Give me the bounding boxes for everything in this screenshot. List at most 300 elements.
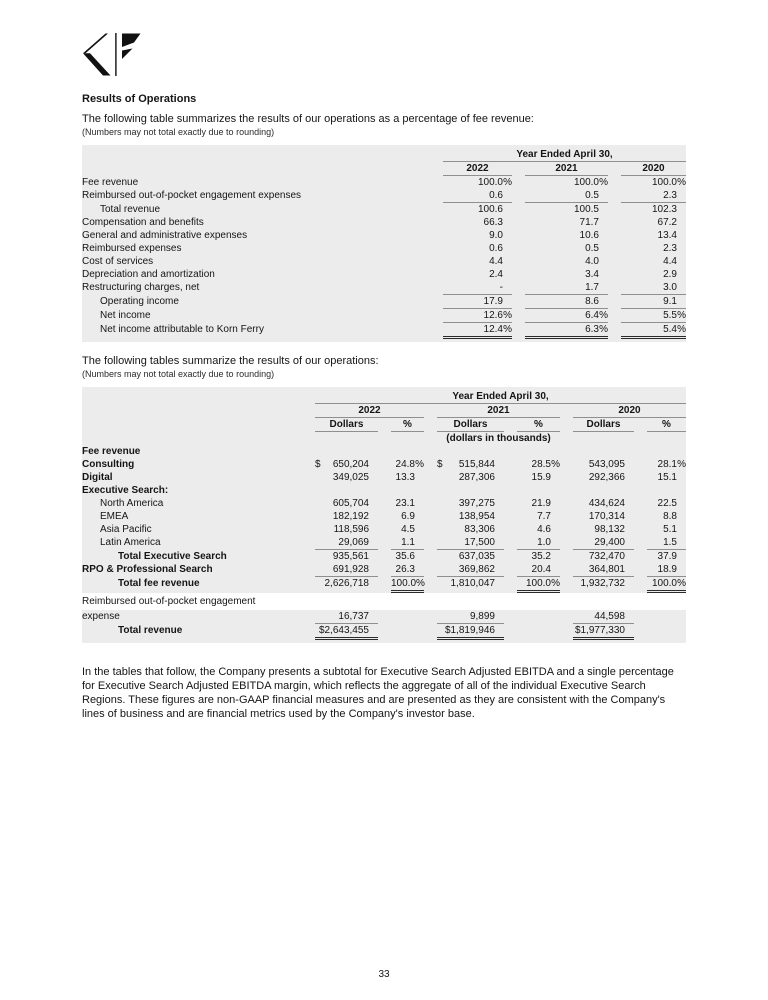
table-row — [82, 536, 686, 550]
value-box — [525, 295, 608, 309]
table-cell — [424, 563, 504, 577]
percent-sign — [495, 471, 504, 484]
year-header: 2022 — [443, 162, 512, 176]
table-cell — [608, 162, 686, 176]
table-span-header-row — [82, 390, 686, 404]
value-box — [437, 471, 504, 484]
percent-sign — [503, 255, 512, 268]
cell-value: 369,862 — [458, 564, 495, 575]
row-label: North America — [100, 498, 164, 509]
percent-sign — [369, 458, 378, 471]
table-cell — [378, 458, 424, 471]
percent-sign — [369, 563, 378, 576]
results-percentage-table — [82, 145, 686, 342]
table-cell — [560, 418, 634, 432]
cell-value: 4.6 — [537, 524, 551, 535]
percent-sign — [677, 295, 686, 308]
table-cell — [378, 523, 424, 536]
table-cell — [560, 497, 634, 510]
row-label: Asia Pacific — [100, 524, 152, 535]
cell-value: 24.8 — [395, 459, 415, 470]
cell-value: 66.3 — [483, 217, 503, 228]
percent-header: % — [647, 418, 686, 432]
percent-sign — [369, 577, 378, 590]
table-cell — [634, 577, 686, 593]
table-cell — [504, 550, 560, 563]
table-cell — [424, 577, 504, 593]
cell-value: 182,192 — [332, 511, 369, 522]
cell-value: 8.8 — [663, 511, 677, 522]
cell-value: 0.5 — [585, 190, 599, 201]
percent-sign — [503, 203, 512, 216]
table-cell — [560, 536, 634, 550]
table-cell — [302, 624, 378, 640]
table-row — [82, 189, 686, 203]
table-cell — [504, 536, 560, 550]
value-box — [443, 203, 512, 216]
percent-sign: % — [677, 324, 686, 335]
cell-value: 605,704 — [332, 498, 369, 509]
cell-value: 691,928 — [332, 564, 369, 575]
cell-value: 4.5 — [401, 524, 415, 535]
table-cell — [302, 471, 378, 484]
table-cell — [512, 309, 608, 323]
cell-value: 71.7 — [579, 217, 599, 228]
table-row — [82, 281, 686, 295]
cell-value: 23.1 — [395, 498, 415, 509]
percent-header: % — [391, 418, 424, 432]
table-row — [82, 577, 686, 593]
cell-value: 100.0 — [573, 177, 599, 188]
percent-sign — [369, 471, 378, 484]
value-box — [315, 536, 378, 550]
cell-value: 1.0 — [537, 537, 551, 548]
cell-value: 6.4 — [585, 310, 599, 321]
value-box — [315, 577, 378, 590]
spacer-box — [315, 432, 424, 445]
table-cell — [424, 523, 504, 536]
percent-sign — [625, 577, 634, 590]
percent-sign: % — [415, 459, 424, 470]
value-box — [621, 189, 686, 203]
table-years-row — [82, 404, 686, 418]
cell-value: 4.4 — [489, 256, 503, 267]
percent-sign — [599, 216, 608, 229]
percent-sign — [677, 624, 686, 637]
value-box — [437, 536, 504, 550]
table-cell — [634, 624, 686, 640]
table-cell — [424, 536, 504, 550]
cell-value: 3.4 — [585, 269, 599, 280]
table-cell — [634, 536, 686, 550]
value-box — [647, 523, 686, 536]
value-box — [621, 216, 686, 229]
cell-value: 16,737 — [338, 611, 369, 622]
table-cell — [504, 418, 560, 432]
value-box — [315, 510, 378, 523]
section-heading: Results of Operations — [82, 93, 197, 105]
table-cell — [608, 216, 686, 229]
table-cell — [302, 536, 378, 550]
cell-value: 29,400 — [594, 537, 625, 548]
value-box — [525, 189, 608, 203]
percent-sign — [551, 510, 560, 523]
table-row — [82, 445, 686, 458]
value-box — [647, 536, 686, 550]
cell-value — [391, 610, 415, 623]
percent-sign: % — [503, 324, 512, 335]
percent-sign — [551, 497, 560, 510]
percent-sign: % — [677, 310, 686, 321]
cell-value: 2.3 — [663, 243, 677, 254]
cell-value: 0.6 — [489, 243, 503, 254]
table-cell — [634, 458, 686, 471]
percent-sign — [677, 216, 686, 229]
cell-value: 2.3 — [663, 190, 677, 201]
percent-sign — [599, 203, 608, 216]
table-row — [82, 610, 686, 624]
table-span-header-row — [82, 148, 686, 162]
percent-sign — [677, 242, 686, 255]
table-cell — [560, 523, 634, 536]
table-row — [82, 309, 686, 323]
value-box — [621, 295, 686, 309]
dollar-sign: $ — [437, 459, 443, 470]
cell-value: 100.0 — [525, 578, 551, 589]
value-box — [573, 471, 634, 484]
value-box — [443, 281, 512, 295]
table-cell — [430, 203, 512, 216]
table-cell — [504, 610, 560, 624]
value-box — [525, 323, 608, 339]
row-label: Reimbursed out-of-pocket engagement expenses — [82, 190, 302, 201]
cell-value: 13.4 — [657, 230, 677, 241]
percent-sign — [415, 563, 424, 576]
value-box — [525, 255, 608, 268]
cell-value: 1,810,047 — [450, 578, 495, 589]
table-cell — [378, 610, 424, 624]
value-box — [573, 510, 634, 523]
percent-sign — [625, 610, 634, 623]
cell-value: 1.7 — [585, 282, 599, 293]
value-box — [517, 510, 560, 523]
cell-value: 4.0 — [585, 256, 599, 267]
year-header: 2020 — [573, 404, 686, 418]
value-box — [315, 523, 378, 536]
cell-value: 118,596 — [333, 524, 369, 535]
cell-value: 1,932,732 — [580, 578, 625, 589]
table-cell — [512, 281, 608, 295]
percent-sign — [599, 229, 608, 242]
cell-value: 15.9 — [531, 472, 551, 483]
table-cell — [608, 229, 686, 242]
table-cell — [608, 323, 686, 339]
value-box — [437, 523, 504, 536]
value-box — [391, 497, 424, 510]
label-spacer — [82, 390, 302, 404]
table-cell — [430, 242, 512, 255]
value-box — [525, 281, 608, 295]
table-row — [82, 510, 686, 523]
percent-sign — [415, 471, 424, 484]
percent-sign — [369, 610, 378, 623]
row-label: Depreciation and amortization — [82, 269, 215, 280]
table-cell — [302, 510, 378, 523]
value-box — [391, 610, 424, 623]
row-label: Latin America — [100, 537, 161, 548]
value-box — [517, 523, 560, 536]
cell-value: 44,598 — [594, 611, 625, 622]
value-box — [437, 624, 504, 640]
value-box — [621, 203, 686, 216]
table-cell — [634, 550, 686, 563]
table-row — [82, 550, 686, 563]
percent-sign — [677, 229, 686, 242]
percent-sign — [415, 624, 424, 637]
table-cell — [302, 563, 378, 577]
value-box — [437, 577, 504, 590]
row-label: Executive Search: — [82, 485, 169, 496]
value-box — [573, 624, 634, 640]
table-cell — [378, 418, 424, 432]
cell-value: 2,626,718 — [324, 578, 369, 589]
cell-value — [517, 610, 551, 623]
table-cell — [504, 510, 560, 523]
table-cell — [430, 216, 512, 229]
value-box — [437, 550, 504, 563]
percent-sign — [599, 281, 608, 294]
table-cell — [634, 418, 686, 432]
percent-header: % — [517, 418, 560, 432]
percent-sign — [625, 536, 634, 549]
value-box — [443, 229, 512, 242]
table-row — [82, 295, 686, 309]
cell-value: 287,306 — [458, 472, 495, 483]
table-cell — [378, 563, 424, 577]
table-cell — [608, 203, 686, 216]
cell-value: 29,069 — [338, 537, 369, 548]
table-cell — [302, 610, 378, 624]
value-box — [573, 523, 634, 536]
percent-sign — [599, 242, 608, 255]
table-cell — [302, 497, 378, 510]
label-spacer — [82, 432, 302, 445]
percent-sign — [495, 550, 504, 563]
percent-sign — [503, 216, 512, 229]
table-cell — [634, 497, 686, 510]
value-box — [647, 471, 686, 484]
cell-value: 28.1 — [657, 459, 677, 470]
percent-sign — [551, 536, 560, 549]
table-cell — [512, 189, 608, 203]
percent-sign — [599, 255, 608, 268]
table-cell — [378, 577, 424, 593]
table-cell — [302, 550, 378, 563]
cell-value: 9.1 — [663, 296, 677, 307]
value-box — [437, 458, 504, 471]
percent-sign — [503, 295, 512, 308]
cell-value: 18.9 — [657, 564, 677, 575]
year-header: 2021 — [525, 162, 608, 176]
cell-value: 100.0 — [477, 177, 503, 188]
table-cell — [430, 281, 512, 295]
cell-value: 20.4 — [531, 564, 551, 575]
value-box — [443, 295, 512, 309]
percent-sign — [551, 523, 560, 536]
cell-value: 12.4 — [483, 324, 503, 335]
table-cell — [608, 295, 686, 309]
table-cell — [560, 458, 634, 471]
percent-sign — [677, 281, 686, 294]
percent-sign — [677, 255, 686, 268]
table-cell — [430, 148, 686, 162]
label-spacer — [82, 162, 430, 176]
cell-value: 515,844 — [458, 459, 495, 470]
label-spacer — [82, 404, 302, 418]
value-box — [525, 203, 608, 216]
value-box — [391, 563, 424, 577]
table-cell — [560, 563, 634, 577]
value-box — [517, 563, 560, 577]
percent-sign — [415, 510, 424, 523]
value-box — [315, 550, 378, 563]
percent-sign — [625, 624, 634, 637]
percent-sign — [625, 510, 634, 523]
table-cell — [424, 471, 504, 484]
percent-sign — [415, 497, 424, 510]
value-box — [443, 242, 512, 255]
value-box — [647, 510, 686, 523]
rounding-note-2: (Numbers may not total exactly due to rounding) — [82, 369, 275, 379]
table-cell — [634, 471, 686, 484]
row-label: Total revenue — [100, 204, 161, 215]
table-cell — [302, 577, 378, 593]
cell-value: 5.1 — [663, 524, 677, 535]
table-cell — [560, 432, 686, 445]
value-box — [391, 624, 424, 637]
table-row — [82, 497, 686, 510]
value-box — [391, 510, 424, 523]
cell-value: 10.6 — [579, 230, 599, 241]
cell-value: $2,643,455 — [318, 625, 369, 636]
percent-sign — [503, 281, 512, 294]
table-cell — [560, 510, 634, 523]
label-spacer — [82, 418, 302, 432]
table-row — [82, 563, 686, 577]
value-box — [517, 610, 560, 623]
table-cell — [430, 162, 512, 176]
percent-sign — [495, 610, 504, 623]
value-box — [621, 255, 686, 268]
table-cell — [560, 550, 634, 563]
cell-value: 1.5 — [663, 537, 677, 548]
row-label: Total Executive Search — [118, 551, 227, 562]
value-box — [621, 268, 686, 281]
spacer-box — [573, 432, 686, 445]
table-cell — [608, 189, 686, 203]
value-box — [573, 550, 634, 563]
percent-sign: % — [599, 310, 608, 321]
percent-sign: % — [677, 177, 686, 188]
table-row — [82, 458, 686, 471]
cell-value: 100.5 — [573, 204, 599, 215]
intro-paragraph-1: The following table summarizes the results of our operations as a percentage of fee revenue: — [82, 113, 534, 125]
value-box — [517, 471, 560, 484]
value-box — [647, 550, 686, 563]
percent-sign — [677, 536, 686, 549]
table-cell — [560, 404, 686, 418]
percent-sign — [625, 497, 634, 510]
table-cell — [302, 458, 378, 471]
cell-value: 0.5 — [585, 243, 599, 254]
percent-sign — [599, 189, 608, 202]
percent-sign — [551, 471, 560, 484]
table-row — [82, 323, 686, 339]
table-row — [82, 242, 686, 255]
cell-value: 6.9 — [401, 511, 415, 522]
table-cell — [504, 471, 560, 484]
percent-sign — [625, 523, 634, 536]
table-cell — [378, 550, 424, 563]
value-box — [621, 281, 686, 295]
value-box — [647, 563, 686, 577]
cell-value: 28.5 — [531, 459, 551, 470]
percent-sign — [625, 471, 634, 484]
percent-sign — [369, 624, 378, 637]
percent-sign: % — [416, 578, 425, 589]
value-box — [391, 458, 424, 471]
cell-value: 15.1 — [657, 472, 677, 483]
value-box — [517, 497, 560, 510]
row-label: General and administrative expenses — [82, 230, 248, 241]
cell-value: 138,954 — [458, 511, 495, 522]
percent-sign: % — [551, 578, 560, 589]
table-cell — [430, 176, 512, 189]
table-row — [82, 523, 686, 536]
value-box — [621, 176, 686, 189]
row-label: Net income — [100, 310, 151, 321]
cell-value: 12.6 — [483, 310, 503, 321]
percent-sign — [677, 550, 686, 563]
table-cell — [560, 577, 634, 593]
value-box — [525, 229, 608, 242]
table-units-row — [82, 432, 686, 445]
cell-value: 35.6 — [395, 551, 415, 562]
row-label: Reimbursed out-of-pocket engagement — [82, 596, 256, 607]
table-cell — [302, 523, 378, 536]
table-cell — [608, 255, 686, 268]
logo-f-top-bar — [122, 34, 141, 48]
value-box — [437, 563, 504, 577]
value-box — [573, 563, 634, 577]
table-cell — [560, 624, 634, 640]
percent-sign — [495, 563, 504, 576]
cell-value: 21.9 — [531, 498, 551, 509]
table-cell — [430, 295, 512, 309]
table-row — [82, 471, 686, 484]
table-cell — [608, 242, 686, 255]
cell-value: 5.4 — [663, 324, 677, 335]
row-label: Fee revenue — [82, 177, 139, 188]
value-box — [525, 176, 608, 189]
table-cell — [504, 523, 560, 536]
value-box — [647, 497, 686, 510]
percent-sign: % — [551, 459, 560, 470]
table-cell — [608, 268, 686, 281]
value-box — [573, 497, 634, 510]
percent-sign — [415, 523, 424, 536]
table-years-row — [82, 162, 686, 176]
